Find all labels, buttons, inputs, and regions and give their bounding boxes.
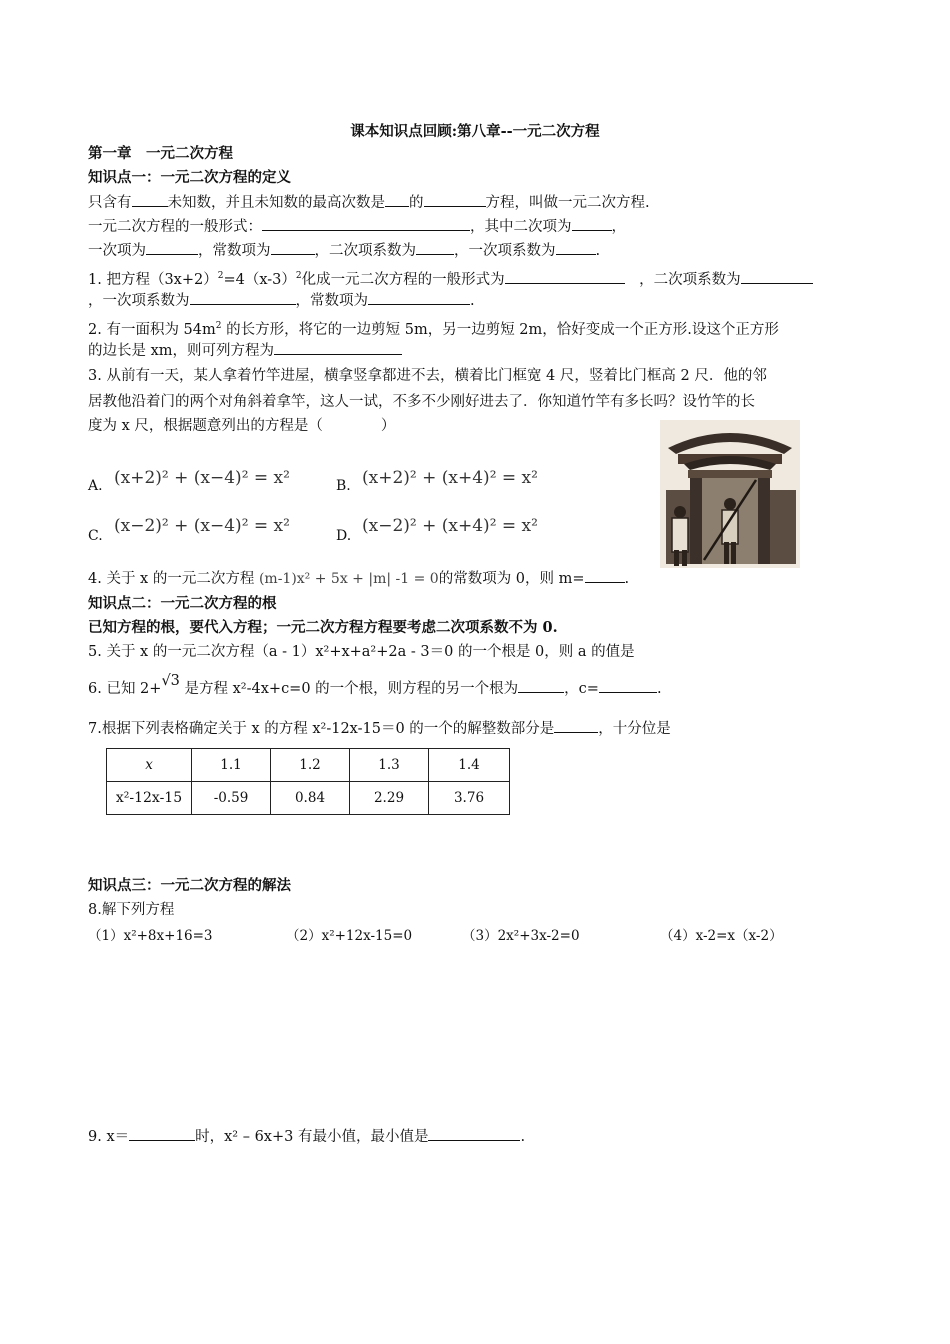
kp3-heading: 知识点三：一元二次方程的解法 <box>88 877 291 894</box>
question-8: 8.解下列方程 <box>88 902 175 918</box>
table-cell: x²-12x-15 <box>107 782 192 815</box>
kp1-line3: 一次项为 ，常数项为 ，二次项系数为 ，一次项系数为 . <box>88 240 600 261</box>
option-b-formula: (x+2)² + (x+4)² = x² <box>362 468 538 488</box>
question-3-line3: 度为 x 尺，根据题意列出的方程是（ ） <box>88 418 396 434</box>
problem-2: （2）x²+12x-15=0 <box>286 928 413 944</box>
option-a-label: A. <box>88 478 103 494</box>
table-cell: 1.4 <box>429 749 510 782</box>
question-4: 4. 关于 x 的一元二次方程 (m-1)x² + 5x + |m| -1 = 0的常数项为 0，则 m= . <box>88 568 629 589</box>
table-cell: x <box>107 749 192 782</box>
table-cell: 1.1 <box>192 749 271 782</box>
question-1: 1. 把方程$(3x+2)^2=4(x-3)^2$化成一元二次方程的一般形式为 ，二次项系数为 <box>88 266 934 290</box>
question-6: 6. 已知 2+√3 是方程 x²-4x+c=0 的一个根，则方程的另一个根为 ，c= . <box>88 673 662 697</box>
gate-illustration <box>660 420 800 568</box>
table-row <box>107 749 510 782</box>
table-cell: 2.29 <box>350 782 429 815</box>
table-cell: 3.76 <box>429 782 510 815</box>
option-d-label: D. <box>336 528 352 544</box>
chapter-heading: 第一章 一元二次方程 <box>88 145 233 162</box>
question-2-cont: 的边长是 xm，则可列方程为 <box>88 340 402 361</box>
question-9: 9. x＝ 时，x² – 6x+3 有最小值，最小值是 . <box>88 1126 525 1147</box>
table-cell: 1.3 <box>350 749 429 782</box>
option-a-formula: (x+2)² + (x−4)² = x² <box>114 468 290 488</box>
option-c-label: C. <box>88 528 103 544</box>
problem-3: （3）2x²+3x-2=0 <box>462 928 580 944</box>
value-table <box>106 748 510 815</box>
kp1-line2: 一元二次方程的一般形式： ，其中二次项为 ， <box>88 216 626 237</box>
table-cell: 1.2 <box>271 749 350 782</box>
option-d-formula: (x−2)² + (x+4)² = x² <box>362 516 538 536</box>
question-1-cont: ，一次项系数为 ，常数项为 . <box>88 290 475 311</box>
question-2: 2. 有一面积为 $54m^2$ 的长方形，将它的一边剪短 5m，另一边剪短 2m，恰好变成一个正方形.设这个正方形 <box>88 321 779 338</box>
kp2-heading: 知识点二：一元二次方程的根 <box>88 595 277 612</box>
option-b-label: B. <box>336 478 351 494</box>
question-5: 5. 关于 x 的一元二次方程（a - 1）x²+x+a²+2a - 3＝0 的一个根是 0，则 a 的值是 <box>88 644 635 660</box>
question-7: 7.根据下列表格确定关于 x 的方程 x²-12x-15＝0 的一个的解整数部分是 ，十分位是 <box>88 718 671 739</box>
table-cell: 0.84 <box>271 782 350 815</box>
table-row <box>107 782 510 815</box>
kp2-note: 已知方程的根，要代入方程；一元二次方程方程要考虑二次项系数不为 0. <box>88 619 558 636</box>
question-3-line2: 居教他沿着门的两个对角斜着拿竿，这人一试，不多不少刚好进去了．你知道竹竿有多长吗？设竹竿的长 <box>88 394 755 410</box>
page-title: 课本知识点回顾:第八章--一元二次方程 <box>350 123 600 140</box>
option-c-formula: (x−2)² + (x−4)² = x² <box>114 516 290 536</box>
kp1-heading: 知识点一：一元二次方程的定义 <box>88 169 291 186</box>
problem-1: （1）x²+8x+16=3 <box>88 928 213 944</box>
table-cell: -0.59 <box>192 782 271 815</box>
question-3-line1: 3. 从前有一天，某人拿着竹竿进屋，横拿竖拿都进不去，横着比门框宽 4 尺，竖着比门框高 2 尺．他的邻 <box>88 368 767 384</box>
problem-4: （4）x-2=x（x-2） <box>660 928 783 944</box>
kp1-line1: 只含有 未知数，并且未知数的最高次数是 的 方程，叫做一元二次方程. <box>88 192 650 213</box>
